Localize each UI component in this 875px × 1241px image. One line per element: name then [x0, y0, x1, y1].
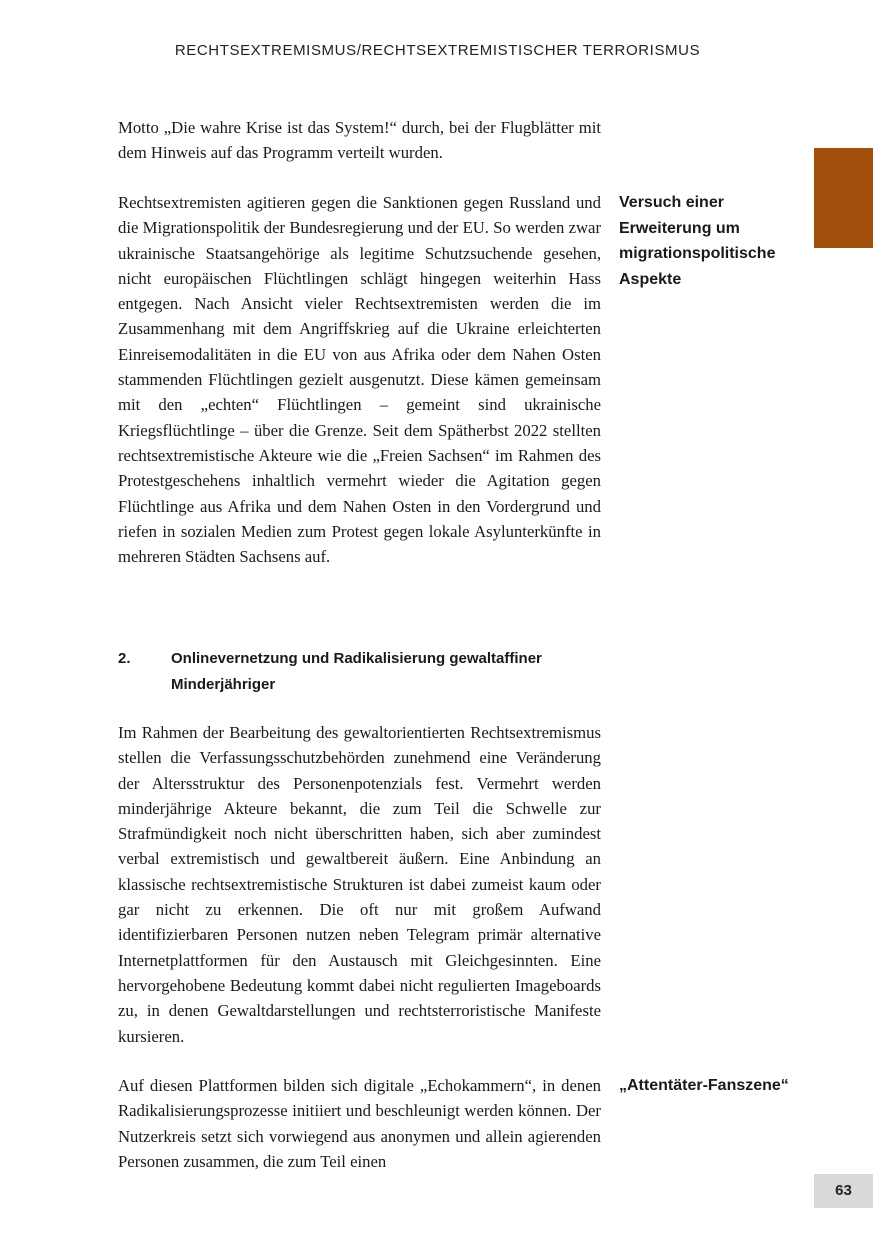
chapter-tab-marker	[814, 148, 873, 248]
body-paragraph-4: Auf diesen Plattformen bilden sich digitale „Echokammern“, in denen Radikalisierungsprozesse initiiert und beschleunigt werden können. Der Nutzerkreis setzt sich vorwiegend aus anonymen und allein agierenden Personen zusammen, die zum Teil einen	[118, 1076, 601, 1171]
section-number: 2.	[118, 650, 131, 667]
page-number: 63	[814, 1174, 873, 1208]
margin-note-fanszene: „Attentäter-Fanszene“	[619, 1077, 789, 1094]
section-heading: Onlinevernetzung und Radikalisierung gewaltaffiner Minderjähriger	[171, 650, 542, 693]
body-paragraph-3: Im Rahmen der Bearbeitung des gewaltorientierten Rechtsextremismus stellen die Verfassungsschutzbehörden zunehmend eine Veränderung der Altersstruktur des Personenpotenzials fest. Vermehrt werden minderjährige Akteure bekannt, die zum Teil die Schwelle zur Strafmündigkeit noch nicht überschritten haben, sich aber zumindest verbal extremistisch und gewaltbereit äußern. Eine Anbindung an klassische rechtsextremistische Strukturen ist dabei zumeist kaum oder gar nicht zu erkennen. Die oft nur mit großem Aufwand identifizierbaren Personen nutzen neben Telegram primär alternative Internetplattformen für den Austausch mit Gleichgesinnten. Eine hervorgehobene Bedeutung kommt dabei nicht regulierten Imageboards zu, in denen Gewaltdarstellungen und rechtsterroristische Manifeste kursieren.	[118, 723, 601, 1046]
body-paragraph-1: Motto „Die wahre Krise ist das System!“ durch, bei der Flugblätter mit dem Hinweis auf das Programm verteilt wurden.	[118, 118, 601, 163]
running-header: RECHTSEXTREMISMUS/RECHTSEXTREMISTISCHER TERRORISMUS	[174, 42, 701, 59]
margin-note-migration: Versuch einer Erweiterung um migrationspolitische Aspekte	[619, 194, 776, 288]
body-paragraph-2: Rechtsextremisten agitieren gegen die Sanktionen gegen Russland und die Migrationspolitik der Bundesregierung und der EU. So werden zwar ukrainische Staatsangehörige als legitime Schutzsuchende gesehen, nicht europäischen Flüchtlingen schlägt hingegen weiterhin Hass entgegen. Nach Ansicht vieler Rechtsextremisten werden die im Zusammenhang mit dem Angriffskrieg auf die Ukraine erleichterten Einreisemodalitäten in die EU von aus Afrika oder dem Nahen Osten stammenden Flüchtlingen gezielt ausgenutzt. Diese kämen gemeinsam mit den „echten“ Flüchtlingen – gemeint sind ukrainische Kriegsflüchtlinge – über die Grenze. Seit dem Spätherbst 2022 stellten rechtsextremistische Akteure wie die „Freien Sachsen“ im Rahmen des Protestgeschehens inhaltlich vermehrt wieder die Agitation gegen Flüchtlinge aus Afrika und dem Nahen Osten in den Vordergrund und riefen in sozialen Medien zum Protest gegen lokale Asylunterkünfte in mehreren Städten Sachsens auf.	[118, 193, 601, 567]
